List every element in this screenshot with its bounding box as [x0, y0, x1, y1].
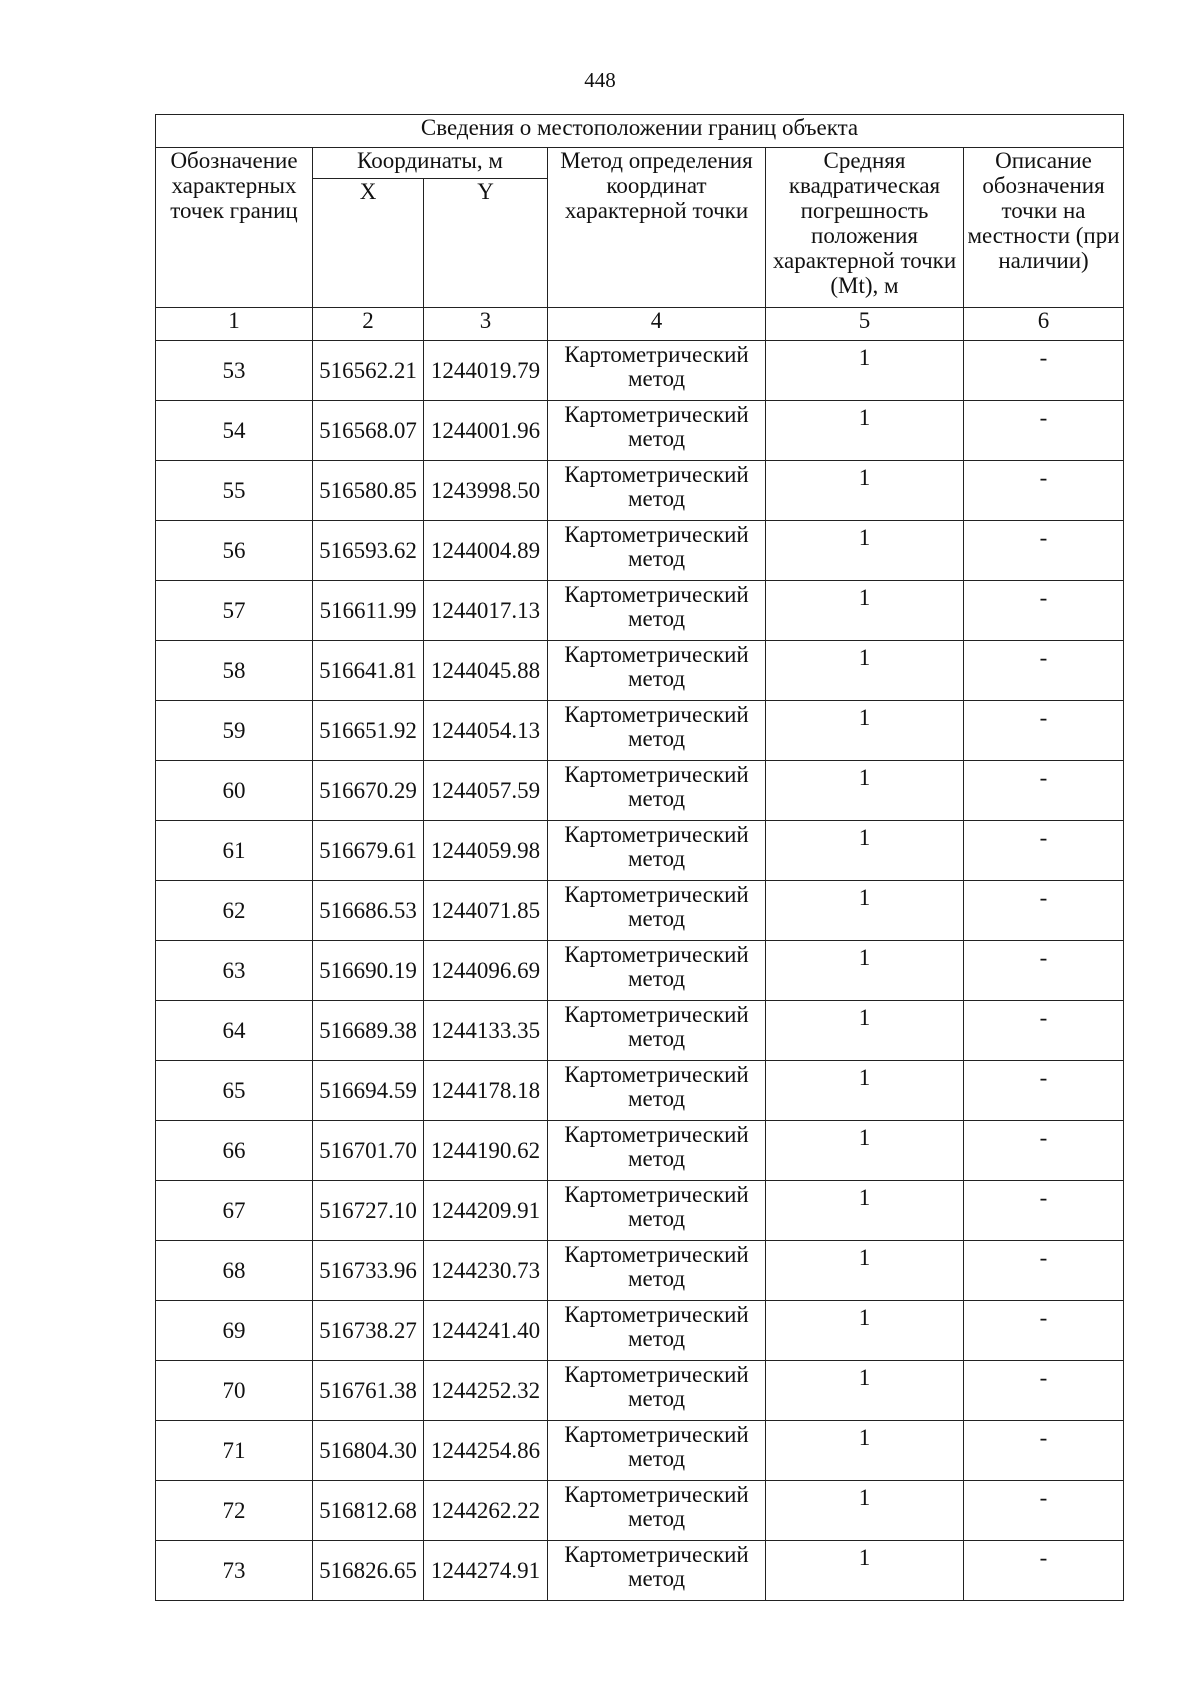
accuracy-value: 1 — [766, 461, 964, 521]
description-value: - — [964, 401, 1124, 461]
method-cell — [548, 1241, 766, 1301]
accuracy-value: 1 — [766, 1421, 964, 1481]
coord-y: 1243998.50 — [424, 461, 548, 521]
method-cell — [548, 641, 766, 701]
table-row — [156, 821, 1124, 881]
accuracy-value: 1 — [766, 1121, 964, 1181]
point-number: 73 — [156, 1541, 313, 1601]
header-point-designation: Обозначение характерных точек границ — [156, 148, 313, 308]
method-cell — [548, 761, 766, 821]
coord-y: 1244045.88 — [424, 641, 548, 701]
coord-y: 1244252.32 — [424, 1361, 548, 1421]
description-value: - — [964, 641, 1124, 701]
point-number: 66 — [156, 1121, 313, 1181]
coord-y: 1244190.62 — [424, 1121, 548, 1181]
header-accuracy: Средняя квадратическая погрешность положения характерной точки (Mt), м — [766, 148, 964, 308]
accuracy-value: 1 — [766, 701, 964, 761]
table-row — [156, 521, 1124, 581]
method-line2: метод — [627, 726, 686, 751]
description-value: - — [964, 1481, 1124, 1541]
description-value: - — [964, 881, 1124, 941]
header-coordinates: Координаты, м — [313, 148, 548, 179]
method-cell — [548, 1481, 766, 1541]
method-line1: Картометрический — [564, 342, 749, 367]
coord-y: 1244178.18 — [424, 1061, 548, 1121]
point-number: 70 — [156, 1361, 313, 1421]
column-number: 5 — [766, 308, 964, 341]
coord-x: 516761.38 — [313, 1361, 424, 1421]
column-number: 4 — [548, 308, 766, 341]
accuracy-value: 1 — [766, 341, 964, 401]
description-value: - — [964, 1301, 1124, 1361]
method-line2: метод — [627, 546, 686, 571]
table-title: Сведения о местоположении границ объекта — [156, 115, 1124, 148]
point-number: 68 — [156, 1241, 313, 1301]
method-line1: Картометрический — [564, 702, 749, 727]
coord-y: 1244001.96 — [424, 401, 548, 461]
column-number: 2 — [313, 308, 424, 341]
method-line2: метод — [627, 906, 686, 931]
coord-y: 1244004.89 — [424, 521, 548, 581]
method-line2: метод — [627, 486, 686, 511]
method-line2: метод — [627, 606, 686, 631]
coord-x: 516593.62 — [313, 521, 424, 581]
method-line1: Картометрический — [564, 582, 749, 607]
method-line1: Картометрический — [564, 1002, 749, 1027]
method-cell — [548, 521, 766, 581]
method-line2: метод — [627, 666, 686, 691]
coord-y: 1244133.35 — [424, 1001, 548, 1061]
method-line1: Картометрический — [564, 462, 749, 487]
accuracy-value: 1 — [766, 941, 964, 1001]
method-line2: метод — [627, 1206, 686, 1231]
method-line1: Картометрический — [564, 822, 749, 847]
method-line2: метод — [627, 1026, 686, 1051]
accuracy-value: 1 — [766, 581, 964, 641]
coord-x: 516651.92 — [313, 701, 424, 761]
method-line1: Картометрический — [564, 1182, 749, 1207]
method-cell — [548, 1181, 766, 1241]
coord-y: 1244054.13 — [424, 701, 548, 761]
coord-y: 1244274.91 — [424, 1541, 548, 1601]
method-line2: метод — [627, 1566, 686, 1591]
point-number: 56 — [156, 521, 313, 581]
method-line2: метод — [627, 846, 686, 871]
table-row — [156, 1121, 1124, 1181]
accuracy-value: 1 — [766, 1001, 964, 1061]
point-number: 62 — [156, 881, 313, 941]
description-value: - — [964, 1061, 1124, 1121]
table-row — [156, 881, 1124, 941]
description-value: - — [964, 701, 1124, 761]
coord-y: 1244096.69 — [424, 941, 548, 1001]
coord-x: 516701.70 — [313, 1121, 424, 1181]
coord-x: 516804.30 — [313, 1421, 424, 1481]
point-number: 54 — [156, 401, 313, 461]
method-line1: Картометрический — [564, 1242, 749, 1267]
description-value: - — [964, 1361, 1124, 1421]
method-cell — [548, 941, 766, 1001]
method-line1: Картометрический — [564, 942, 749, 967]
description-value: - — [964, 941, 1124, 1001]
method-line1: Картометрический — [564, 642, 749, 667]
method-line2: метод — [627, 1446, 686, 1471]
method-line1: Картометрический — [564, 1062, 749, 1087]
accuracy-value: 1 — [766, 1541, 964, 1601]
coord-x: 516641.81 — [313, 641, 424, 701]
accuracy-value: 1 — [766, 1361, 964, 1421]
description-value: - — [964, 521, 1124, 581]
header-y: Y — [424, 179, 548, 308]
coord-x: 516689.38 — [313, 1001, 424, 1061]
header-method: Метод определения координат характерной точки — [548, 148, 766, 308]
description-value: - — [964, 1121, 1124, 1181]
accuracy-value: 1 — [766, 641, 964, 701]
method-cell — [548, 881, 766, 941]
table-row — [156, 401, 1124, 461]
method-cell — [548, 1361, 766, 1421]
method-line1: Картометрический — [564, 882, 749, 907]
coord-x: 516679.61 — [313, 821, 424, 881]
accuracy-value: 1 — [766, 401, 964, 461]
method-cell — [548, 461, 766, 521]
coord-y: 1244019.79 — [424, 341, 548, 401]
method-line1: Картометрический — [564, 1482, 749, 1507]
point-number: 55 — [156, 461, 313, 521]
point-number: 59 — [156, 701, 313, 761]
point-number: 57 — [156, 581, 313, 641]
method-cell — [548, 401, 766, 461]
method-cell — [548, 581, 766, 641]
description-value: - — [964, 1421, 1124, 1481]
coord-x: 516670.29 — [313, 761, 424, 821]
description-value: - — [964, 581, 1124, 641]
method-line2: метод — [627, 1086, 686, 1111]
method-line2: метод — [627, 1506, 686, 1531]
accuracy-value: 1 — [766, 821, 964, 881]
method-cell — [548, 1121, 766, 1181]
column-number: 6 — [964, 308, 1124, 341]
coord-y: 1244241.40 — [424, 1301, 548, 1361]
boundary-points-table — [155, 114, 1124, 1601]
coord-x: 516733.96 — [313, 1241, 424, 1301]
coord-y: 1244059.98 — [424, 821, 548, 881]
coord-x: 516812.68 — [313, 1481, 424, 1541]
accuracy-value: 1 — [766, 1481, 964, 1541]
method-cell — [548, 1541, 766, 1601]
accuracy-value: 1 — [766, 521, 964, 581]
description-value: - — [964, 1541, 1124, 1601]
point-number: 67 — [156, 1181, 313, 1241]
table-row — [156, 461, 1124, 521]
point-number: 63 — [156, 941, 313, 1001]
accuracy-value: 1 — [766, 1061, 964, 1121]
accuracy-value: 1 — [766, 881, 964, 941]
coord-x: 516568.07 — [313, 401, 424, 461]
method-line1: Картометрический — [564, 1422, 749, 1447]
description-value: - — [964, 821, 1124, 881]
table-row — [156, 1241, 1124, 1301]
point-number: 53 — [156, 341, 313, 401]
method-line2: метод — [627, 366, 686, 391]
table-row — [156, 1361, 1124, 1421]
table-row — [156, 1181, 1124, 1241]
table-row — [156, 1421, 1124, 1481]
coord-y: 1244057.59 — [424, 761, 548, 821]
table-row — [156, 581, 1124, 641]
table-row — [156, 761, 1124, 821]
coord-x: 516580.85 — [313, 461, 424, 521]
coord-y: 1244071.85 — [424, 881, 548, 941]
header-x: X — [313, 179, 424, 308]
coord-y: 1244017.13 — [424, 581, 548, 641]
coord-x: 516611.99 — [313, 581, 424, 641]
accuracy-value: 1 — [766, 1241, 964, 1301]
method-line1: Картометрический — [564, 1542, 749, 1567]
point-number: 61 — [156, 821, 313, 881]
coord-x: 516686.53 — [313, 881, 424, 941]
method-cell — [548, 1421, 766, 1481]
column-numbers-row — [156, 308, 1124, 341]
method-line1: Картометрический — [564, 762, 749, 787]
method-line1: Картометрический — [564, 402, 749, 427]
description-value: - — [964, 461, 1124, 521]
column-number: 3 — [424, 308, 548, 341]
coord-y: 1244209.91 — [424, 1181, 548, 1241]
point-number: 64 — [156, 1001, 313, 1061]
description-value: - — [964, 761, 1124, 821]
method-line2: метод — [627, 1386, 686, 1411]
table-row — [156, 341, 1124, 401]
description-value: - — [964, 1181, 1124, 1241]
table-row — [156, 641, 1124, 701]
coord-x: 516727.10 — [313, 1181, 424, 1241]
page-number: 448 — [584, 68, 616, 92]
method-line2: метод — [627, 786, 686, 811]
column-number: 1 — [156, 308, 313, 341]
accuracy-value: 1 — [766, 1301, 964, 1361]
method-line1: Картометрический — [564, 1362, 749, 1387]
header-description: Описание обозначения точки на местности (при наличии) — [964, 148, 1124, 308]
method-line2: метод — [627, 1326, 686, 1351]
accuracy-value: 1 — [766, 761, 964, 821]
method-cell — [548, 341, 766, 401]
coord-y: 1244262.22 — [424, 1481, 548, 1541]
method-line2: метод — [627, 1146, 686, 1171]
accuracy-value: 1 — [766, 1181, 964, 1241]
point-number: 69 — [156, 1301, 313, 1361]
method-cell — [548, 821, 766, 881]
coord-y: 1244254.86 — [424, 1421, 548, 1481]
point-number: 58 — [156, 641, 313, 701]
point-number: 60 — [156, 761, 313, 821]
table-row — [156, 1061, 1124, 1121]
table-row — [156, 1541, 1124, 1601]
method-line1: Картометрический — [564, 1122, 749, 1147]
method-cell — [548, 701, 766, 761]
coord-x: 516694.59 — [313, 1061, 424, 1121]
coord-x: 516738.27 — [313, 1301, 424, 1361]
method-line2: метод — [627, 966, 686, 991]
table-row — [156, 1001, 1124, 1061]
method-line2: метод — [627, 1266, 686, 1291]
description-value: - — [964, 341, 1124, 401]
description-value: - — [964, 1241, 1124, 1301]
method-line2: метод — [627, 426, 686, 451]
method-line1: Картометрический — [564, 1302, 749, 1327]
method-line1: Картометрический — [564, 522, 749, 547]
description-value: - — [964, 1001, 1124, 1061]
point-number: 65 — [156, 1061, 313, 1121]
table-row — [156, 1481, 1124, 1541]
coord-x: 516562.21 — [313, 341, 424, 401]
coord-x: 516690.19 — [313, 941, 424, 1001]
table-row — [156, 941, 1124, 1001]
coord-y: 1244230.73 — [424, 1241, 548, 1301]
method-cell — [548, 1061, 766, 1121]
method-cell — [548, 1301, 766, 1361]
table-row — [156, 1301, 1124, 1361]
point-number: 72 — [156, 1481, 313, 1541]
method-cell — [548, 1001, 766, 1061]
table-row — [156, 701, 1124, 761]
coord-x: 516826.65 — [313, 1541, 424, 1601]
point-number: 71 — [156, 1421, 313, 1481]
